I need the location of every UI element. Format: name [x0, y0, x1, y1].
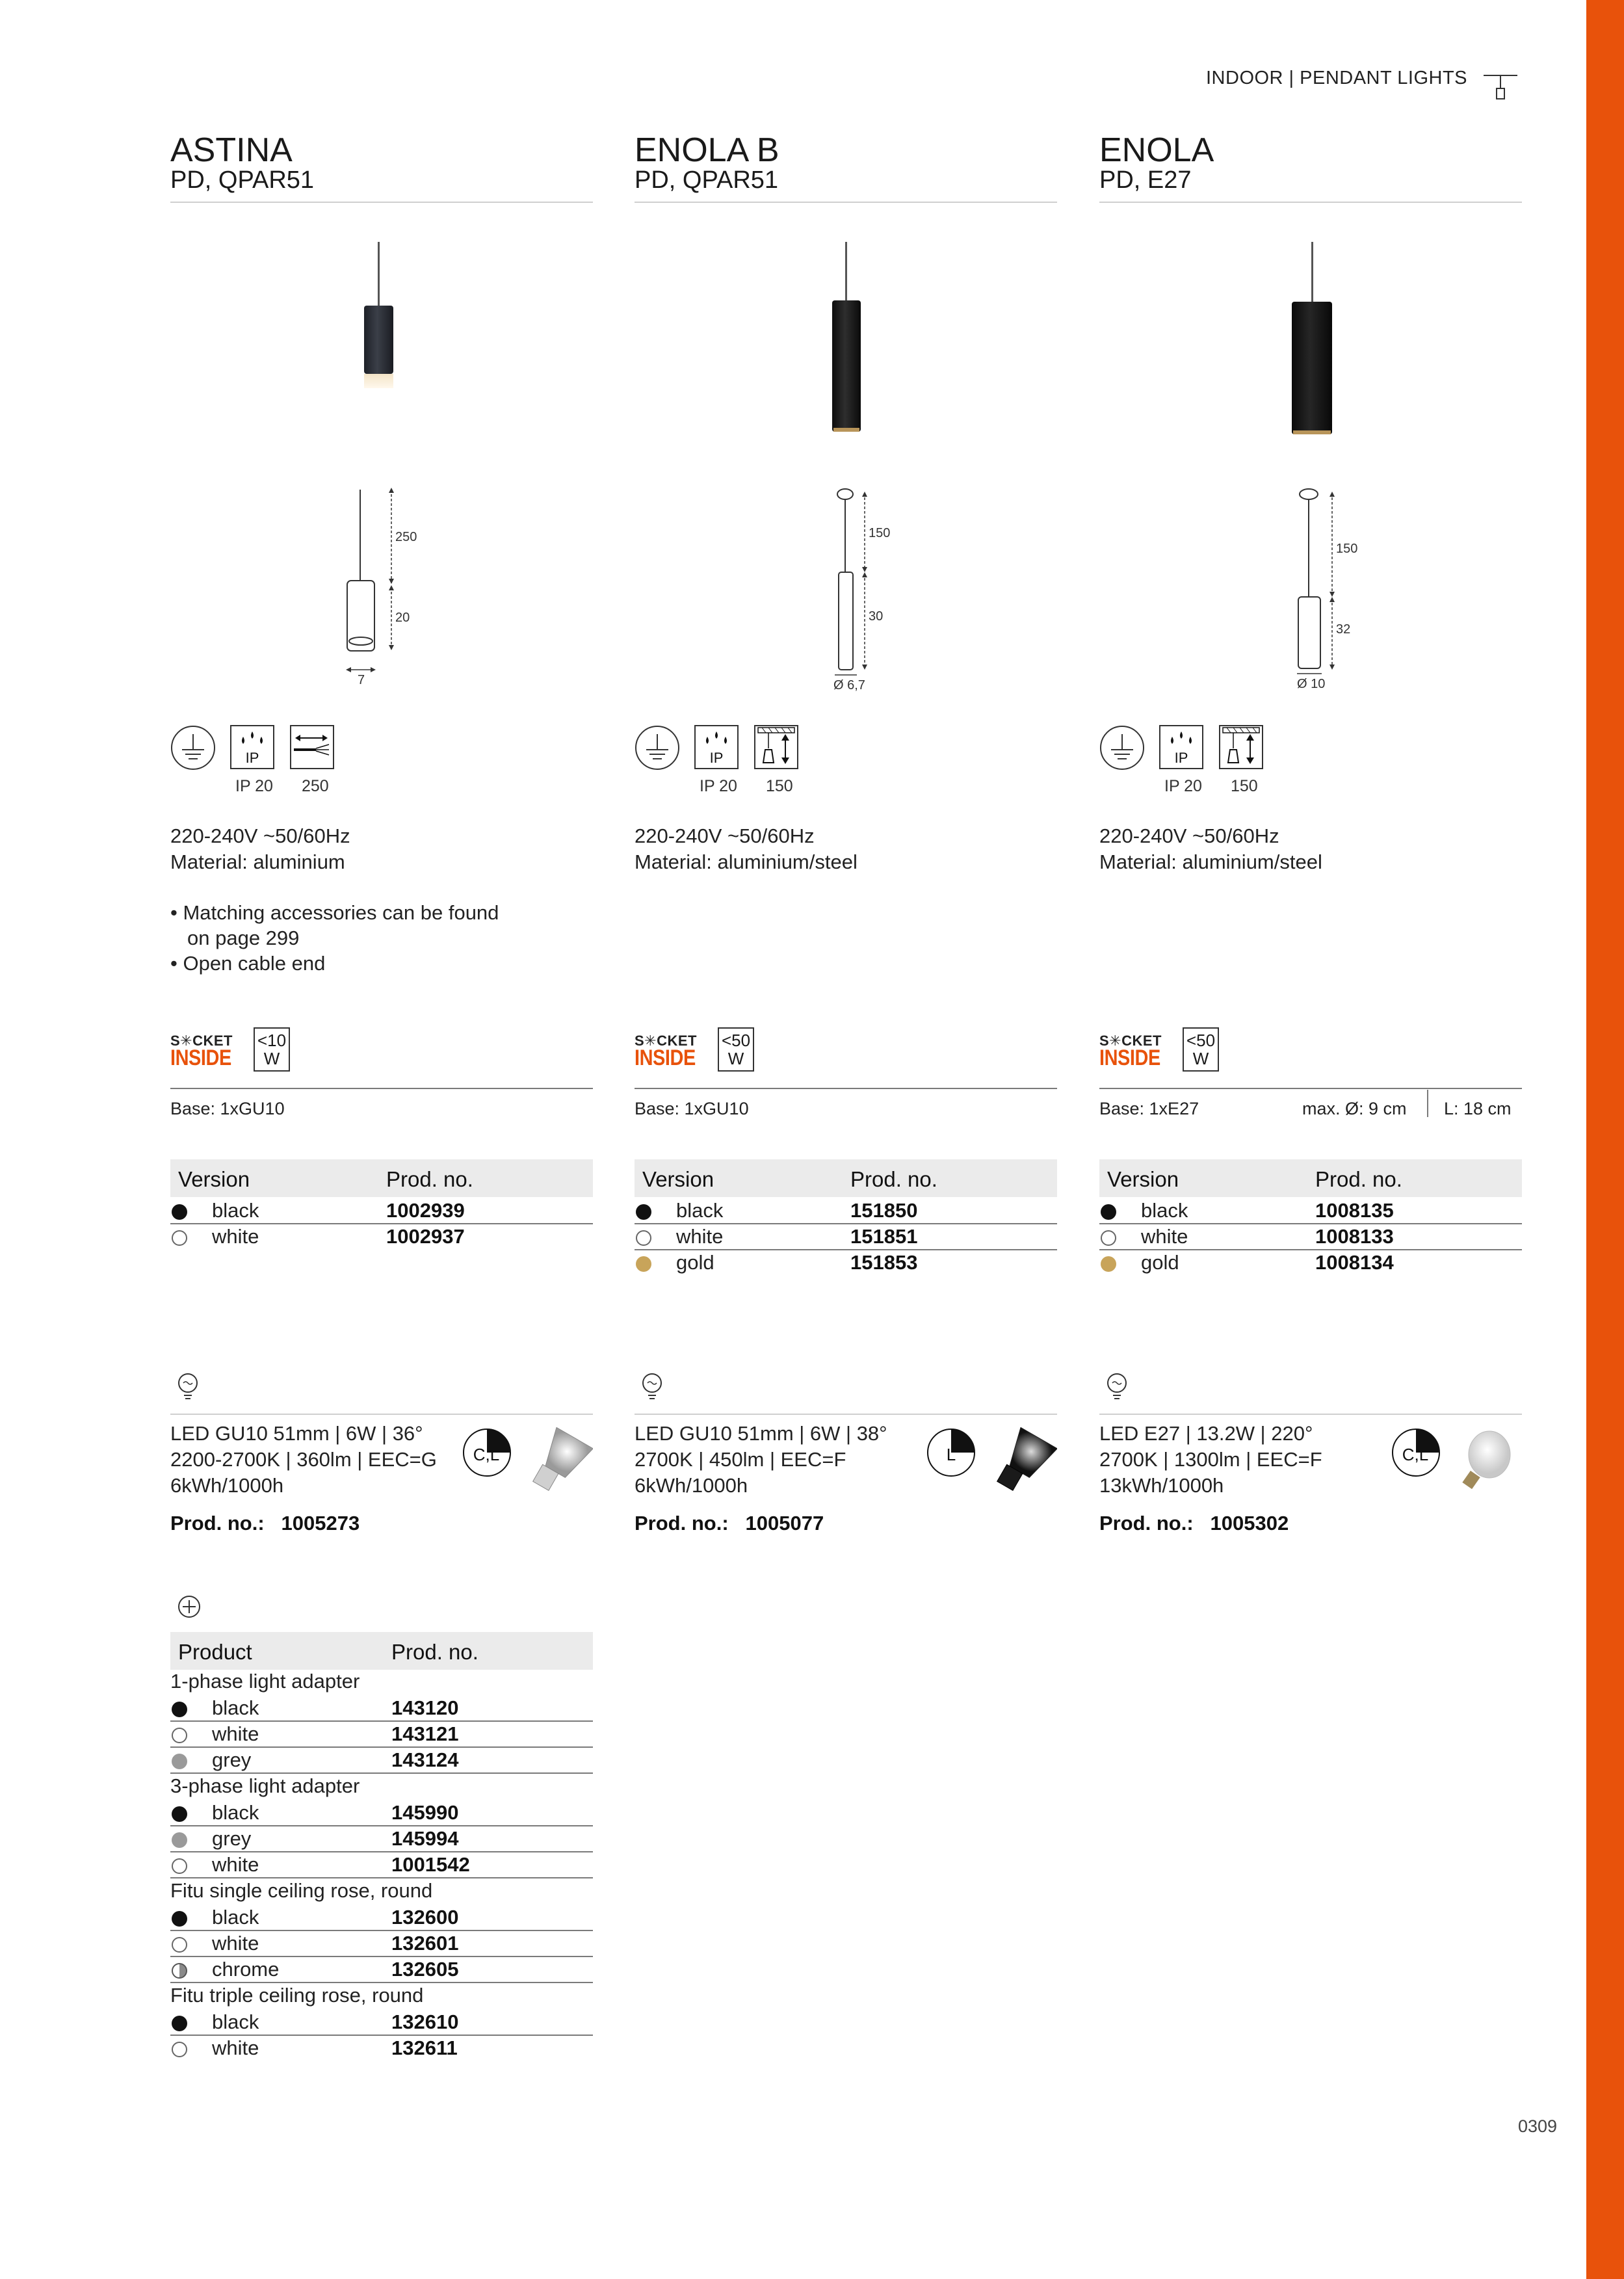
lamp-divider: [635, 1414, 1057, 1415]
protection-class-icon: [170, 725, 216, 771]
ip-rating-icon: [230, 725, 274, 769]
dimension-drawing: [326, 486, 437, 688]
diameter-label: 7: [358, 673, 365, 687]
diameter-label: Ø 10: [1297, 677, 1326, 691]
height-label: 20: [395, 611, 410, 625]
lamp-description: LED E27 | 13.2W | 220° 2700K | 1300lm | EEC=F 13kWh/1000h: [1099, 1422, 1322, 1497]
voltage-text: 220-240V ~50/60Hz: [635, 824, 815, 847]
height-label: 30: [869, 609, 884, 624]
max-diameter-text: max. Ø: 9 cm: [1302, 1099, 1407, 1118]
cable-length-label: 150: [869, 526, 891, 540]
svg-text:C,L: C,L: [473, 1445, 500, 1464]
dimmable-icon: [462, 1427, 512, 1478]
table-row: white 132611: [170, 2036, 593, 2062]
cable-length-label: 150: [1336, 542, 1358, 556]
max-length-text: L: 18 cm: [1444, 1099, 1512, 1118]
table-header: Product Prod. no.: [170, 1632, 593, 1670]
table-row: black 151850: [635, 1198, 1057, 1224]
spec-icons: [635, 725, 849, 803]
table-row: black 132610: [170, 2010, 593, 2036]
base-divider: [170, 1088, 593, 1089]
table-row: grey 145994: [170, 1826, 593, 1852]
voltage-text: 220-240V ~50/60Hz: [170, 824, 350, 847]
spec-icons: [1099, 725, 1314, 803]
ip-rating-label: IP 20: [700, 777, 737, 795]
table-row: white 143121: [170, 1722, 593, 1748]
product-column-enola-b: ENOLA B PD, QPAR51 150 30 Ø 6,7 IP IP 20 150 220-240V ~50/60Hz Material: aluminium/steel S✳CKET INSIDE <50 W Base: 1xGU10 Version Prod. no. black 151850 white 151851 gold 151853 LED GU10 51mm | 6W | 38° 2700K | 450lm | EEC=F 6kWh/1000h Prod. no.: 1005077 L: [635, 0, 1057, 2279]
lamp-divider: [1099, 1414, 1522, 1415]
lamp-product-number: Prod. no.: 1005273: [170, 1512, 360, 1535]
height-label: 32: [1336, 622, 1351, 637]
max-power-box: <50 W: [1183, 1027, 1219, 1072]
table-header: Version Prod. no.: [635, 1159, 1057, 1197]
ip-rating-label: IP 20: [1164, 777, 1202, 795]
lamp-description: LED GU10 51mm | 6W | 36° 2200-2700K | 360lm | EEC=G 6kWh/1000h: [170, 1422, 437, 1497]
material-text: Material: aluminium: [170, 850, 345, 873]
table-row: white 151851: [635, 1224, 1057, 1250]
dimmable-icon: [1391, 1427, 1441, 1478]
material-text: Material: aluminium/steel: [635, 850, 858, 873]
table-header: Version Prod. no.: [1099, 1159, 1522, 1197]
dimension-drawing: [1281, 481, 1379, 696]
base-text: Base: 1xGU10: [635, 1099, 749, 1118]
lamp-product-number: Prod. no.: 1005077: [635, 1512, 824, 1535]
table-row: white 1002937: [170, 1224, 593, 1250]
svg-text:C,L: C,L: [1402, 1445, 1429, 1464]
table-row: black 1002939: [170, 1198, 593, 1224]
accessory-group-label: Fitu triple ceiling rose, round: [170, 1984, 424, 2007]
product-subtitle: PD, E27: [1099, 166, 1192, 194]
ip-rating-icon: [1159, 725, 1203, 769]
product-title: ASTINA: [170, 131, 293, 169]
dimmable-icon: [926, 1427, 976, 1478]
table-row: black 145990: [170, 1800, 593, 1826]
cable-length-spec-label: 150: [1231, 777, 1258, 795]
product-subtitle: PD, QPAR51: [635, 166, 779, 194]
dimension-drawing: [818, 481, 915, 696]
voltage-text: 220-240V ~50/60Hz: [1099, 824, 1279, 847]
open-cable-icon: [290, 725, 334, 769]
material-text: Material: aluminium/steel: [1099, 850, 1322, 873]
page-number: 0309: [1518, 2116, 1558, 2136]
table-row: white 1001542: [170, 1852, 593, 1878]
base-divider: [1099, 1088, 1522, 1089]
base-text: Base: 1xGU10: [170, 1099, 285, 1118]
accessory-group-label: 1-phase light adapter: [170, 1670, 360, 1693]
product-title: ENOLA B: [635, 131, 779, 169]
cable-length-spec-label: 150: [766, 777, 793, 795]
bullet-accessories-cont: on page 299: [187, 927, 300, 949]
cable-length-spec-label: 250: [302, 777, 329, 795]
lamp-divider: [170, 1414, 593, 1415]
e27-lamp-photo: [1454, 1427, 1519, 1499]
svg-text:IP: IP: [245, 750, 259, 766]
ip-rating-label: IP 20: [235, 777, 273, 795]
product-subtitle: PD, QPAR51: [170, 166, 315, 194]
table-row: black 132600: [170, 1905, 593, 1931]
table-row: black 143120: [170, 1696, 593, 1722]
spec-separator: [1427, 1090, 1428, 1117]
accessory-group-label: Fitu single ceiling rose, round: [170, 1879, 433, 1902]
color-swatch-white: [172, 1230, 187, 1246]
product-column-enola: ENOLA PD, E27 150 32 Ø 10 IP IP 20 150 220-240V ~50/60Hz Material: aluminium/steel S✳CKET INSIDE <50 W Base: 1xE27 max. Ø: 9 cm L: 18 cm Version Prod. no. black 1008135 white 1008133 gold 1008134 LED E27 | 13.2W | 220° 2700K | 1300lm | EEC=F 13kWh/1000h Prod. no.: 1005302 C,L: [1099, 0, 1522, 2279]
base-text: Base: 1xE27: [1099, 1099, 1199, 1118]
max-power-box: <10 W: [254, 1027, 290, 1072]
table-row: gold 1008134: [1099, 1250, 1522, 1276]
svg-text:L: L: [946, 1445, 956, 1464]
lamp-description: LED GU10 51mm | 6W | 38° 2700K | 450lm | EEC=F 6kWh/1000h: [635, 1422, 887, 1497]
diameter-label: Ø 6,7: [833, 678, 865, 692]
svg-text:IP: IP: [709, 750, 724, 766]
title-divider: [1099, 202, 1522, 203]
protection-class-icon: [1099, 725, 1145, 771]
svg-text:IP: IP: [1174, 750, 1188, 766]
adjustable-height-icon: [1219, 725, 1263, 769]
title-divider: [635, 202, 1057, 203]
base-divider: [635, 1088, 1057, 1089]
table-row: white 132601: [170, 1931, 593, 1957]
lamp-product-number: Prod. no.: 1005302: [1099, 1512, 1289, 1535]
title-divider: [170, 202, 593, 203]
light-bulb-icon: [176, 1372, 200, 1402]
light-bulb-icon: [1105, 1372, 1129, 1402]
accessory-plus-icon: [177, 1594, 202, 1619]
accessory-group-label: 3-phase light adapter: [170, 1774, 360, 1797]
category-header: INDOOR | PENDANT LIGHTS: [1206, 68, 1467, 88]
table-row: white 1008133: [1099, 1224, 1522, 1250]
cable-length-label: 250: [395, 530, 417, 544]
color-swatch-black: [172, 1204, 187, 1220]
ip-rating-icon: [694, 725, 739, 769]
bullet-accessories: • Matching accessories can be found: [170, 901, 499, 924]
light-bulb-icon: [640, 1372, 664, 1402]
spec-icons: [170, 725, 385, 803]
orange-side-bar: [1586, 0, 1624, 2279]
product-title: ENOLA: [1099, 131, 1214, 169]
table-row: gold 151853: [635, 1250, 1057, 1276]
bullet-cable-end: • Open cable end: [170, 952, 326, 975]
max-power-box: <50 W: [718, 1027, 754, 1072]
table-row: chrome 132605: [170, 1957, 593, 1983]
gu10-lamp-photo: [521, 1427, 593, 1499]
table-row: grey 143124: [170, 1748, 593, 1774]
protection-class-icon: [635, 725, 680, 771]
table-header: Version Prod. no.: [170, 1159, 593, 1197]
gu10-lamp-photo: [986, 1427, 1057, 1499]
product-column-astina: ASTINA PD, QPAR51 250 20 7 IP IP 20 250 220-240V ~50/60Hz Material: aluminium • Matching accessories can be found on page 299 • Open cable end S✳CKET INSIDE <10 W Base: 1xGU10 Version Prod. no. black 1002939 white 1002937 LED GU10 51mm | 6W | 36° 2200-2700K | 360lm | EEC=G 6kWh/1000h Prod. no.: 1005273 C,L Product Prod. no. 1-phase light adapter black 143120 white 143121 grey 143124 3-phase light adapter black 145990 grey 145994 white 1001542 Fitu single ceiling rose, round black 132600 white 132601 chrome 132605 Fitu triple ceiling rose, round black 132610 white 132611: [170, 0, 593, 2279]
table-row: black 1008135: [1099, 1198, 1522, 1224]
adjustable-height-icon: [754, 725, 798, 769]
